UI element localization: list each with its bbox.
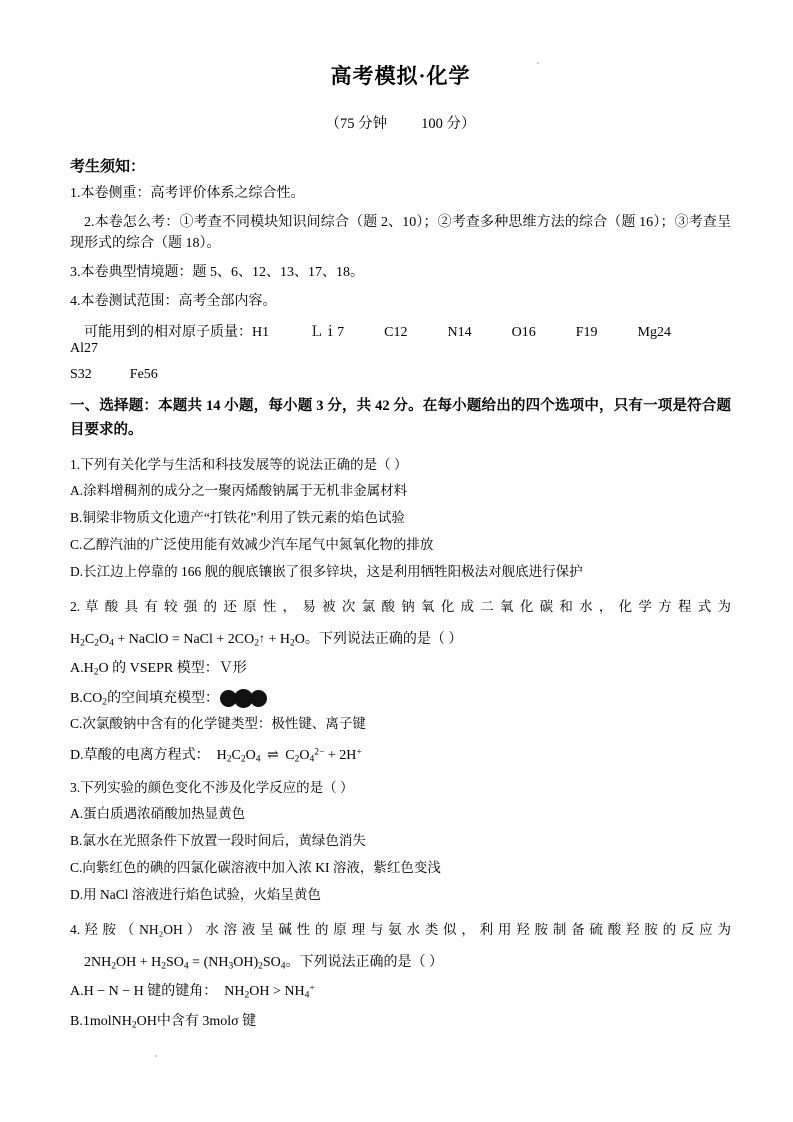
atomic-mass-line-1 [70, 321, 731, 357]
question-4-equation: $2NH_2OH + H_2SO_4 = (NH_3OH)_2SO_4$。下列说法正确的是（ ） [84, 954, 444, 972]
question-2-option-d: D.草酸的电离方程式： $H_2C_2O_4$ ⇌ $C_2O_4^{2-} + 2H^+$ [70, 747, 362, 765]
question-2-option-c [70, 714, 731, 735]
atomic-mass-o: O16 [511, 325, 536, 341]
notice-item-3: 3.本卷典型情境题：题 5、6、12、13、17、18。 [70, 265, 364, 281]
exam-duration-score [70, 112, 731, 133]
question-1-option-b: B.铜梁非物质文化遗产“打铁花”利用了铁元素的焰色试验 [70, 510, 405, 526]
question-1-option-a: A.涂料增稠剂的成分之一聚丙烯酸钠属于无机非金属材料 [70, 483, 408, 499]
atomic-mass-al: Al27 [70, 341, 98, 357]
atomic-mass-f: F19 [575, 325, 598, 341]
section-heading: 一、选择题：本题共 14 小题，每小题 3 分，共 42 分。在每小题给出的四个选项中，只有一项是符合题目要求的。 [70, 398, 731, 438]
exam-total-score: 100 分） [421, 116, 476, 132]
question-2-option-a: $A.H_2O$ 的 VSEPR 模型：Ｖ形 [70, 661, 247, 679]
scan-speck-2 [155, 1055, 157, 1057]
atomic-mass-mg: Mg24 [637, 325, 671, 341]
question-2-option-b: $B.CO_2$的空间填充模型： [70, 687, 731, 708]
question-4-option-b-prefix: B. [70, 1014, 83, 1030]
question-4-option-b-text: 中含有 3molσ 键 [156, 1014, 257, 1030]
question-2-option-a-prefix: A. [70, 661, 84, 677]
question-3-option-a: A.蛋白质遇浓硝酸加热显黄色 [70, 806, 246, 822]
question-4-option-a-text: 键的键角： [147, 984, 218, 1000]
question-2-option-c-text: 次氯酸钠中含有的化学键类型：极性键、离子键 [82, 716, 366, 732]
question-4-option-a: A.H − N − H 键的键角： $NH_2OH > NH_4^+$ [70, 984, 315, 1002]
question-3-option-c: C.向紫红色的碘的四氯化碳溶液中加入浓 KI 溶液，紫红色变浅 [70, 860, 441, 876]
co2-space-filling-model [223, 689, 267, 708]
question-2-option-a-text: 的 VSEPR 模型：Ｖ形 [112, 661, 247, 677]
question-2-option-d-prefix: D. [70, 748, 84, 764]
question-4-equation-tail: 。下列说法正确的是（ ） [285, 954, 444, 970]
question-3-stem: 3.下列实验的颜色变化不涉及化学反应的是（ ） [70, 779, 354, 795]
question-3-option-b: B.氯水在光照条件下放置一段时间后，黄绿色消失 [70, 833, 366, 849]
question-2-equation: $H_2C_2O_4$ + NaClO = NaCl + $2CO_2↑ + H_2O$。下列说法正确的是（ ） [70, 630, 463, 649]
notice-heading: 考生须知： [70, 159, 146, 175]
question-2-option-c-prefix: C. [70, 716, 83, 732]
atomic-mass-n: N14 [447, 325, 472, 341]
question-2-option-b-prefix: B. [70, 691, 83, 707]
notice-item-4: 4.本卷测试范围：高考全部内容。 [70, 293, 277, 309]
question-4-stem: 4. 羟 胺 （ NH₂OH ） 水 溶 液 呈 碱 性 的 原 理 与 氨 水 类 似 ， 利 用 羟 胺 制 备 硫 酸 羟 胺 的 反 应 为 [70, 922, 731, 938]
atomic-mass-line-2 [70, 367, 731, 383]
page-title: 高考模拟·化学 [330, 64, 471, 88]
question-1-option-c: C.乙醇汽油的广泛使用能有效减少汽车尾气中氮氧化物的排放 [70, 537, 434, 553]
notice-item-1: 1.本卷侧重：高考评价体系之综合性。 [70, 186, 305, 201]
question-2-stem: 2. 草 酸 具 有 较 强 的 还 原 性 ， 易 被 次 氯 酸 钠 氧 化 成 二 氧 化 碳 和 水 ， 化 学 方 程 式 为 [70, 599, 731, 615]
question-2-option-b-text: 的空间填充模型： [107, 691, 220, 707]
exam-duration: （75 分钟 [325, 116, 388, 132]
question-4-option-b: B.1molNH$_2$OH中含有 3molσ 键 [70, 1014, 257, 1031]
question-3-option-d: D.用 NaCl 溶液进行焰色试验，火焰呈黄色 [70, 887, 321, 903]
question-2-option-d-text: 草酸的电离方程式： [83, 748, 210, 764]
atomic-mass-h: H1 [252, 325, 270, 341]
notice-item-2: 2.本卷怎么考：①考查不同模块知识间综合（题 2、10）；②考查多种思维方法的综合（题 16）；③考查呈现形式的综合（题 18）。 [70, 214, 731, 252]
scan-speck [537, 62, 539, 64]
question-1-option-d: D.长江边上停靠的 166 舰的舰底镶嵌了很多锌块，这是利用牺牲阳极法对舰底进行保护 [70, 564, 583, 580]
atomic-mass-label: 可能用到的相对原子质量： [84, 325, 252, 341]
atomic-mass-c: C12 [384, 325, 408, 341]
atomic-mass-s: S32 [70, 367, 92, 383]
question-1-stem: 1.下列有关化学与生活和科技发展等的说法正确的是（ ） [70, 456, 408, 472]
atomic-mass-fe: Fe56 [129, 367, 158, 383]
question-4-option-a-prefix: A. [70, 984, 84, 1000]
atomic-mass-li: Ｌｉ7 [309, 325, 345, 341]
question-2-equation-tail: 。下列说法正确的是（ ） [304, 631, 463, 647]
